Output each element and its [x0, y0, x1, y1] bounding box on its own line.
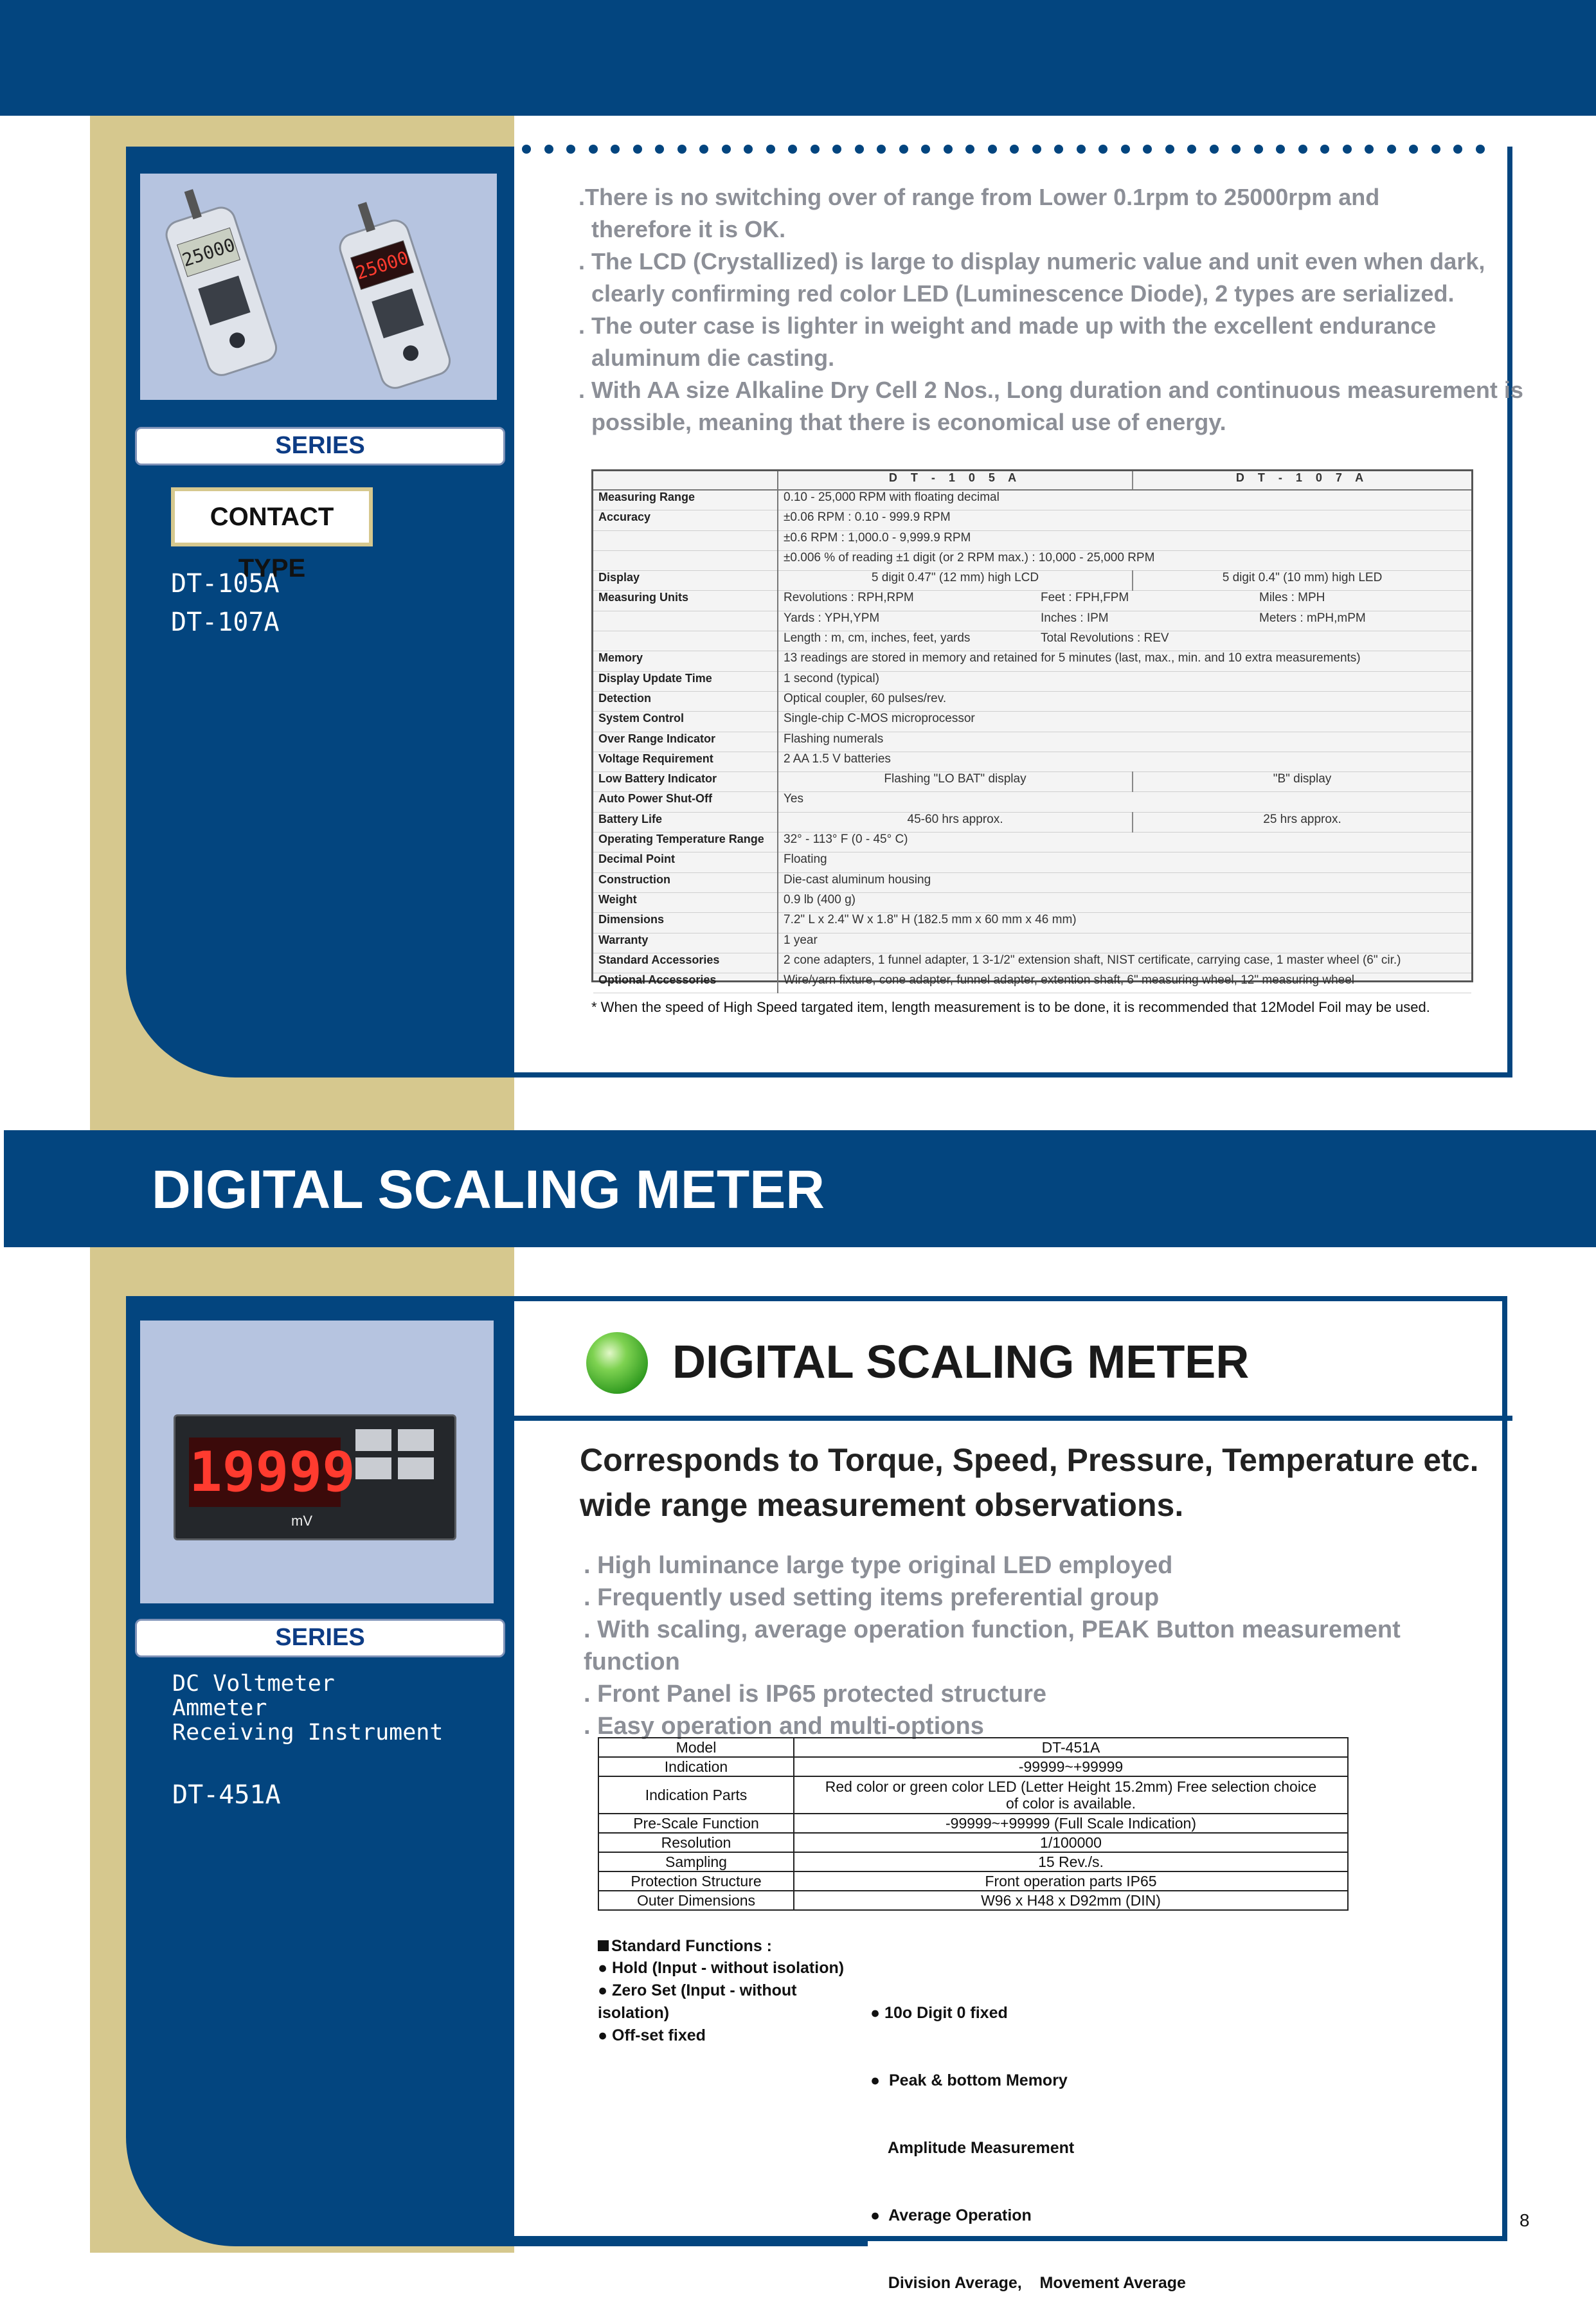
contact-spec-table	[591, 469, 1473, 987]
divider-dot	[1098, 145, 1107, 154]
standard-functions-heading	[598, 1935, 772, 1958]
spec-row	[593, 892, 1471, 912]
spec-label: Auto Power Shut-Off	[593, 792, 778, 812]
spec-row	[593, 530, 1471, 550]
spec-value: Flashing numerals	[778, 732, 1471, 752]
spec-label: Memory	[593, 651, 778, 671]
spec-row	[598, 1738, 1348, 1757]
divider-dot	[1121, 145, 1130, 154]
spec-label: Battery Life	[593, 812, 778, 832]
spec-value: 2 cone adapters, 1 funnel adapter, 1 3-1/2" extension shaft, NIST certificate, carrying case, 1 master wheel (6" cir.)	[778, 953, 1471, 973]
spec-label: Weight	[593, 892, 778, 912]
meter-led-display: 19999	[189, 1438, 341, 1507]
spec-label: Voltage Requirement	[593, 752, 778, 771]
spec-value: Red color or green color LED (Letter Height 15.2mm) Free selection choice of color is available.	[794, 1776, 1348, 1814]
divider-dot	[1032, 145, 1041, 154]
spec-value: Die-cast aluminum housing	[778, 872, 1471, 892]
spec-row	[593, 792, 1471, 812]
divider-dot	[566, 145, 575, 154]
spec-row	[593, 752, 1471, 771]
spec-value: Wire/yarn fixture, cone adapter, funnel adapter, extention shaft, 6" measuring wheel, 12" measuring wheel	[778, 973, 1471, 993]
divider-dot	[921, 145, 930, 154]
standard-functions-left	[598, 1957, 868, 2047]
function-item: ● Zero Set (Input - without isolation)	[598, 1981, 797, 2022]
spec-label: Indication Parts	[598, 1776, 794, 1814]
spec-label: Pre-Scale Function	[598, 1814, 794, 1833]
divider-dot	[722, 145, 731, 154]
spec-value: Yes	[778, 792, 1471, 812]
spec-units	[778, 591, 1471, 611]
contact-feature-list	[578, 181, 1523, 438]
page-number: 8	[1520, 2210, 1530, 2230]
feature-line: . The LCD (Crystallized) is large to display numeric value and unit even when dark,	[578, 248, 1485, 275]
divider-dot	[1232, 145, 1241, 154]
feature-line: .There is no switching over of range from Lower 0.1rpm to 25000rpm and	[578, 184, 1380, 210]
spec-row	[593, 691, 1471, 711]
title-divider	[514, 1416, 1512, 1421]
divider-dot	[1143, 145, 1152, 154]
divider-dot	[811, 145, 820, 154]
spec-unit: Total Revolutions : REV	[1041, 631, 1169, 645]
spec-value: 1/100000	[794, 1833, 1348, 1852]
feature-line: . With AA size Alkaline Dry Cell 2 Nos., Long duration and continuous measurement is	[578, 377, 1523, 403]
divider-dot	[1054, 145, 1063, 154]
spec-label: Measuring Range	[593, 490, 778, 510]
spec-label: Decimal Point	[593, 852, 778, 872]
spec-label: Operating Temperature Range	[593, 833, 778, 852]
square-bullet-icon	[598, 1940, 609, 1951]
spec-label: Warranty	[593, 933, 778, 953]
spec-value: 1 second (typical)	[778, 671, 1471, 691]
spec-row	[593, 933, 1471, 953]
series-label: SERIES	[135, 1619, 505, 1657]
spec-row	[598, 1891, 1348, 1910]
spec-value: 32° - 113° F (0 - 45° C)	[778, 833, 1471, 852]
scaling-spec-table	[598, 1737, 1349, 1911]
spec-label: System Control	[593, 712, 778, 732]
spec-unit: Yards : YPH,YPM	[784, 611, 880, 625]
spec-row	[593, 712, 1471, 732]
spec-value: 15 Rev./s.	[794, 1852, 1348, 1871]
divider-dot	[1276, 145, 1285, 154]
spec-label: Protection Structure	[598, 1871, 794, 1891]
divider-dot	[855, 145, 864, 154]
scaling-lead-text	[580, 1438, 1479, 1528]
spec-row	[593, 591, 1471, 611]
divider-dot	[766, 145, 775, 154]
spec-value: 0.9 lb (400 g)	[778, 892, 1471, 912]
spec-label: Accuracy	[593, 510, 778, 530]
divider-dot	[1165, 145, 1174, 154]
spec-row	[593, 651, 1471, 671]
standard-functions-title: Standard Functions :	[611, 1937, 772, 1955]
spec-value: 2 AA 1.5 V batteries	[778, 752, 1471, 771]
divider-dot	[832, 145, 841, 154]
feature-line: . Frequently used setting items preferential group	[584, 1584, 1160, 1611]
divider-dot	[1343, 145, 1352, 154]
spec-value: 45-60 hrs approx.	[778, 812, 1133, 832]
divider-dot	[1320, 145, 1329, 154]
divider-dot	[965, 145, 974, 154]
spec-value: 13 readings are stored in memory and retained for 5 minutes (last, max., min. and 10 extra measurements)	[778, 651, 1471, 671]
divider-dot	[1298, 145, 1307, 154]
spec-row	[598, 1852, 1348, 1871]
column-header: D T - 1 0 7 A	[1133, 471, 1471, 490]
spec-label: Low Battery Indicator	[593, 772, 778, 792]
spec-unit: Inches : IPM	[1041, 611, 1109, 625]
spec-label: Construction	[593, 872, 778, 892]
divider-dot	[677, 145, 686, 154]
spec-value: 1 year	[778, 933, 1471, 953]
spec-row	[593, 671, 1471, 691]
spec-label: Resolution	[598, 1833, 794, 1852]
green-ball-icon	[586, 1332, 648, 1394]
divider-dot	[1431, 145, 1440, 154]
divider-dot	[1365, 145, 1374, 154]
instrument-type: DC Voltmeter	[172, 1671, 335, 1697]
section-banner-title: DIGITAL SCALING METER	[152, 1159, 825, 1220]
spec-label	[593, 611, 778, 631]
divider-dot	[944, 145, 953, 154]
divider-dot	[633, 145, 642, 154]
function-item: ● Average Operation	[870, 2206, 1032, 2224]
spec-unit: Meters : mPH,mPM	[1259, 611, 1366, 625]
spec-value: W96 x H48 x D92mm (DIN)	[794, 1891, 1348, 1910]
spec-row	[593, 973, 1471, 993]
spec-row	[593, 812, 1471, 832]
feature-line: . The outer case is lighter in weight and made up with the excellent endurance	[578, 312, 1437, 339]
scaling-title: DIGITAL SCALING METER	[672, 1337, 1250, 1388]
divider-dot	[544, 145, 553, 154]
spec-row	[593, 732, 1471, 752]
scaling-feature-list	[584, 1549, 1496, 1742]
spec-row	[593, 571, 1471, 591]
spec-row	[593, 953, 1471, 973]
spec-label: Optional Accessories	[593, 973, 778, 993]
feature-line: . With scaling, average operation function, PEAK Button measurement function	[584, 1616, 1401, 1675]
instrument-type: Receiving Instrument	[172, 1720, 444, 1745]
spec-label: Display Update Time	[593, 671, 778, 691]
spec-label: Detection	[593, 691, 778, 711]
feature-line: . Easy operation and multi-options	[584, 1713, 984, 1740]
series-label: SERIES	[135, 427, 505, 465]
spec-row	[598, 1871, 1348, 1891]
spec-unit: Revolutions : RPH,RPM	[784, 591, 914, 605]
divider-dot	[655, 145, 664, 154]
led-readout: 25000	[353, 247, 411, 284]
spec-label: Outer Dimensions	[598, 1891, 794, 1910]
divider-dot	[1254, 145, 1263, 154]
spec-label: Standard Accessories	[593, 953, 778, 973]
spec-row	[598, 1833, 1348, 1852]
spec-value: 7.2" L x 2.4" W x 1.8" H (182.5 mm x 60 mm x 46 mm)	[778, 913, 1471, 933]
divider-dot	[788, 145, 797, 154]
tachometer-illustration	[140, 174, 497, 400]
instrument-type: Ammeter	[172, 1695, 267, 1721]
function-item: ● 10o Digit 0 fixed	[870, 2004, 1008, 2022]
divider-dot	[1453, 145, 1462, 154]
spec-label: Model	[598, 1738, 794, 1757]
spec-row	[593, 772, 1471, 792]
spec-row	[593, 550, 1471, 570]
spec-unit: Miles : MPH	[1259, 591, 1325, 605]
standard-functions-right	[870, 1957, 1320, 2317]
spec-value: 25 hrs approx.	[1133, 812, 1471, 832]
divider-dot	[1387, 145, 1396, 154]
spec-value: 0.10 - 25,000 RPM with floating decimal	[778, 490, 1471, 510]
model-dt451a: DT-451A	[172, 1780, 281, 1810]
spec-units	[778, 631, 1471, 651]
spec-value: ±0.006 % of reading ±1 digit (or 2 RPM max.) : 10,000 - 25,000 RPM	[778, 550, 1471, 570]
divider-dot	[1476, 145, 1485, 154]
function-item: ● Hold (Input - without isolation)	[598, 1959, 845, 1977]
contact-footnote: * When the speed of High Speed targated item, length measurement is to be done, it is recommended that 12Model Foil may be used.	[591, 999, 1430, 1015]
instrument-type-list	[172, 1672, 443, 1745]
meter-unit: mV	[291, 1513, 312, 1529]
model-dt107a: DT-107A	[171, 608, 280, 637]
spec-value: 5 digit 0.4" (10 mm) high LED	[1133, 571, 1471, 591]
feature-line: . High luminance large type original LED employed	[584, 1552, 1173, 1579]
divider-dot	[522, 145, 531, 154]
function-item: Amplitude Measurement	[870, 2139, 1075, 2157]
spec-units	[778, 611, 1471, 631]
spec-label: Indication	[598, 1757, 794, 1776]
divider-dot	[1409, 145, 1418, 154]
function-item: ● Peak & bottom Memory	[870, 2071, 1068, 2089]
spec-row	[593, 611, 1471, 631]
spec-row	[598, 1757, 1348, 1776]
spec-value: -99999~+99999 (Full Scale Indication)	[794, 1814, 1348, 1833]
spec-label	[593, 550, 778, 570]
spec-row	[593, 631, 1471, 651]
spec-row	[593, 833, 1471, 852]
lcd-readout: 25000	[179, 234, 238, 271]
spec-row	[593, 872, 1471, 892]
divider-dot	[988, 145, 997, 154]
contact-type-label: CONTACT TYPE	[175, 491, 369, 543]
column-header: D T - 1 0 5 A	[778, 471, 1133, 490]
divider-dot	[589, 145, 598, 154]
spec-label: Dimensions	[593, 913, 778, 933]
model-dt105a: DT-105A	[171, 569, 280, 599]
tachometer-photo	[140, 174, 497, 400]
spec-row	[593, 913, 1471, 933]
divider-dot	[1187, 145, 1196, 154]
divider-dot	[1210, 145, 1219, 154]
spec-value: Flashing "LO BAT" display	[778, 772, 1133, 792]
divider-dot	[744, 145, 753, 154]
spec-row	[598, 1776, 1348, 1814]
spec-unit: Length : m, cm, inches, feet, yards	[784, 631, 971, 645]
lead-line: Corresponds to Torque, Speed, Pressure, Temperature etc.	[580, 1442, 1479, 1478]
spec-value: ±0.6 RPM : 1,000.0 - 9,999.9 RPM	[778, 530, 1471, 550]
spec-value: DT-451A	[794, 1738, 1348, 1757]
divider-dot	[877, 145, 886, 154]
spec-label	[593, 530, 778, 550]
spec-row	[598, 1814, 1348, 1833]
spec-label: Measuring Units	[593, 591, 778, 611]
spec-value: "B" display	[1133, 772, 1471, 792]
spec-value: ±0.06 RPM : 0.10 - 999.9 RPM	[778, 510, 1471, 530]
feature-line: possible, meaning that there is economical use of energy.	[578, 409, 1226, 435]
divider-dot	[1010, 145, 1019, 154]
feature-line: therefore it is OK.	[578, 216, 786, 242]
spec-unit: Feet : FPH,FPM	[1041, 591, 1129, 605]
spec-value: Single-chip C-MOS microprocessor	[778, 712, 1471, 732]
spec-label: Over Range Indicator	[593, 732, 778, 752]
spec-value: Front operation parts IP65	[794, 1871, 1348, 1891]
spec-value: 5 digit 0.47" (12 mm) high LCD	[778, 571, 1133, 591]
top-banner	[0, 0, 1596, 116]
lead-line: wide range measurement observations.	[580, 1487, 1184, 1523]
feature-line: aluminum die casting.	[578, 345, 835, 371]
feature-line: clearly confirming red color LED (Luminescence Diode), 2 types are serialized.	[578, 280, 1455, 307]
divider-dot	[1077, 145, 1086, 154]
divider-dot	[899, 145, 908, 154]
spec-row	[593, 510, 1471, 530]
spec-label: Display	[593, 571, 778, 591]
spec-value: Optical coupler, 60 pulses/rev.	[778, 691, 1471, 711]
contact-type-box	[171, 487, 373, 582]
spec-value: Floating	[778, 852, 1471, 872]
spec-label	[593, 631, 778, 651]
function-item: Division Average, Movement Average	[870, 2274, 1186, 2292]
dotted-divider	[522, 145, 1512, 156]
function-item: ● Off-set fixed	[598, 2026, 706, 2044]
divider-dot	[699, 145, 708, 154]
divider-dot	[611, 145, 620, 154]
spec-label: Sampling	[598, 1852, 794, 1871]
spec-row	[593, 490, 1471, 510]
feature-line: . Front Panel is IP65 protected structure	[584, 1681, 1047, 1708]
spec-value: -99999~+99999	[794, 1757, 1348, 1776]
spec-row	[593, 852, 1471, 872]
